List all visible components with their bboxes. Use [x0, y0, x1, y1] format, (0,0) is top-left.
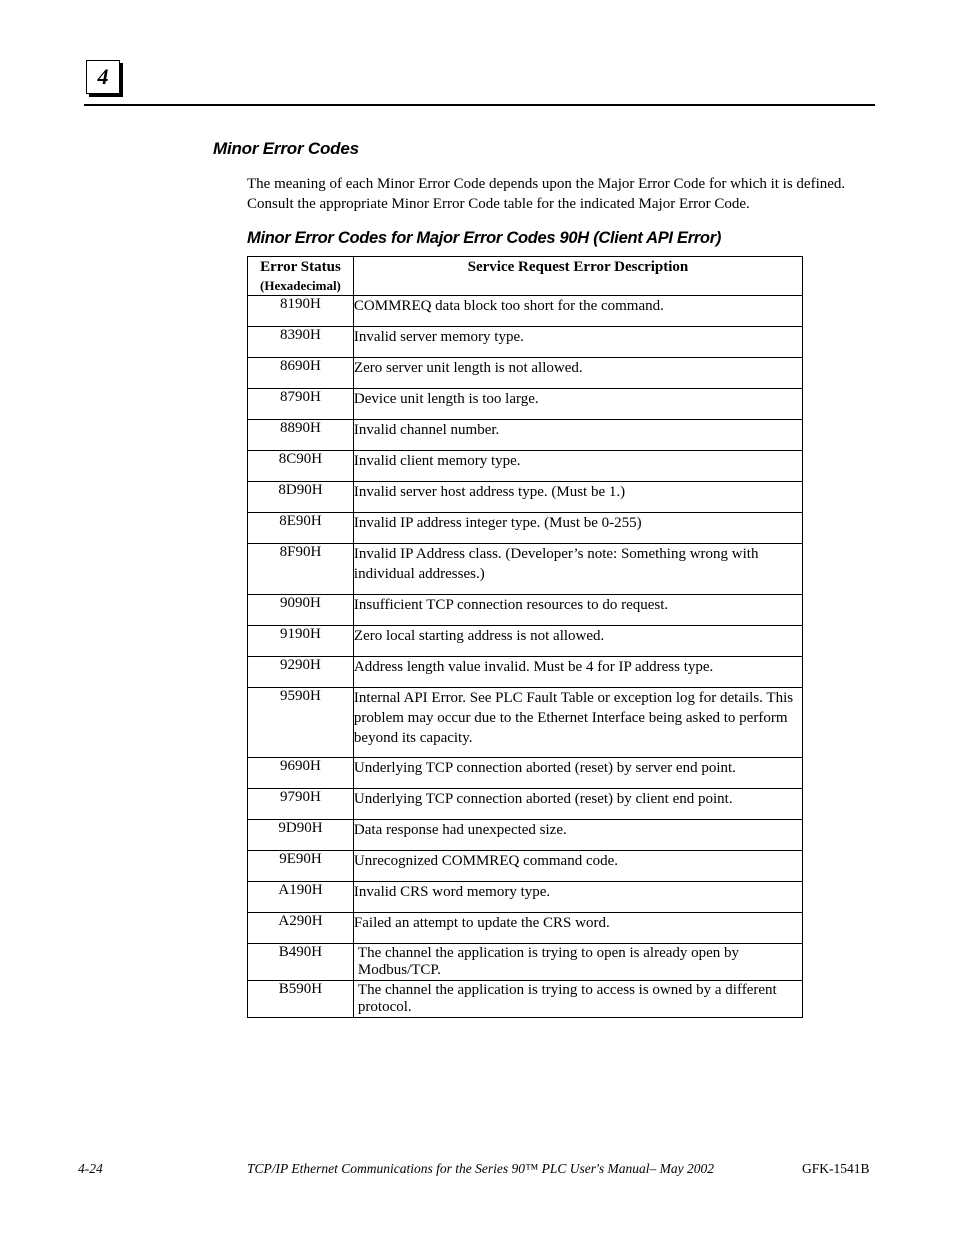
- error-code-cell: 9E90H: [248, 851, 354, 882]
- footer-doc-id: GFK-1541B: [802, 1161, 870, 1176]
- footer-page-number: 4-24: [78, 1161, 103, 1176]
- error-code-cell: 8390H: [248, 327, 354, 358]
- error-code-cell: 9590H: [248, 688, 354, 758]
- table-row: [248, 789, 803, 820]
- table-row: [248, 882, 803, 913]
- error-code-cell: 8F90H: [248, 544, 354, 595]
- table-row: [248, 327, 803, 358]
- table-row: [248, 513, 803, 544]
- footer-manual-title: TCP/IP Ethernet Communications for the Series 90™ PLC User's Manual– May 2002: [247, 1161, 714, 1176]
- error-description-cell: Address length value invalid. Must be 4 for IP address type.: [353, 657, 802, 688]
- col-header-hexadecimal-label: (Hexadecimal): [260, 278, 341, 293]
- table-row: [248, 420, 803, 451]
- error-description-cell: Device unit length is too large.: [353, 389, 802, 420]
- error-description-cell: Underlying TCP connection aborted (reset) by server end point.: [353, 758, 802, 789]
- header-rule: [84, 104, 875, 106]
- error-description-cell: Invalid server host address type. (Must be 1.): [353, 482, 802, 513]
- error-code-cell: A190H: [248, 882, 354, 913]
- error-code-cell: 9D90H: [248, 820, 354, 851]
- chapter-number: 4: [97, 64, 109, 89]
- table-row: [248, 981, 803, 1018]
- error-description-cell: Invalid CRS word memory type.: [353, 882, 802, 913]
- error-description-cell: The channel the application is trying to access is owned by a different protocol.: [353, 981, 802, 1018]
- table-row: [248, 389, 803, 420]
- error-description-cell: Underlying TCP connection aborted (reset) by client end point.: [353, 789, 802, 820]
- error-description-cell: Zero local starting address is not allowed.: [353, 626, 802, 657]
- minor-error-codes-table: [247, 256, 803, 1018]
- table-row: [248, 544, 803, 595]
- error-code-cell: B590H: [248, 981, 354, 1018]
- error-description-cell: Data response had unexpected size.: [353, 820, 802, 851]
- error-code-cell: B490H: [248, 944, 354, 981]
- error-code-cell: 9090H: [248, 595, 354, 626]
- table-row: [248, 626, 803, 657]
- error-code-cell: 8690H: [248, 358, 354, 389]
- table-header-row: [248, 257, 803, 296]
- error-code-cell: 8C90H: [248, 451, 354, 482]
- error-code-cell: A290H: [248, 913, 354, 944]
- table-caption: Minor Error Codes for Major Error Codes 90H (Client API Error): [247, 229, 722, 247]
- section-heading: Minor Error Codes: [213, 139, 359, 158]
- error-description-cell: Invalid server memory type.: [353, 327, 802, 358]
- error-description-cell: Unrecognized COMMREQ command code.: [353, 851, 802, 882]
- col-header-error-status-label: Error Status: [260, 259, 341, 275]
- error-code-cell: 8890H: [248, 420, 354, 451]
- table-row: [248, 913, 803, 944]
- col-header-description: Service Request Error Description: [353, 257, 802, 296]
- error-code-cell: 9290H: [248, 657, 354, 688]
- error-description-cell: Internal API Error. See PLC Fault Table or exception log for details. This problem may occur due to the Ethernet Interface being asked to perform beyond its capacity.: [353, 688, 802, 758]
- error-code-cell: 9190H: [248, 626, 354, 657]
- error-description-cell: Insufficient TCP connection resources to do request.: [353, 595, 802, 626]
- error-code-cell: 8790H: [248, 389, 354, 420]
- table-row: [248, 657, 803, 688]
- table-row: [248, 296, 803, 327]
- error-description-cell: COMMREQ data block too short for the command.: [353, 296, 802, 327]
- table-row: [248, 358, 803, 389]
- error-code-cell: 9690H: [248, 758, 354, 789]
- table-row: [248, 851, 803, 882]
- error-description-cell: The channel the application is trying to open is already open by Modbus/TCP.: [353, 944, 802, 981]
- table-row: [248, 595, 803, 626]
- error-description-cell: Failed an attempt to update the CRS word.: [353, 913, 802, 944]
- table-row: [248, 451, 803, 482]
- table-row: [248, 820, 803, 851]
- chapter-number-box: [86, 60, 120, 94]
- error-description-cell: Invalid IP address integer type. (Must be 0-255): [353, 513, 802, 544]
- error-description-cell: Invalid client memory type.: [353, 451, 802, 482]
- error-code-cell: 9790H: [248, 789, 354, 820]
- intro-paragraph: The meaning of each Minor Error Code depends upon the Major Error Code for which it is defined. Consult the appropriate Minor Error Code table for the indicated Major Error Code.: [247, 176, 846, 212]
- error-description-cell: Zero server unit length is not allowed.: [353, 358, 802, 389]
- table-row: [248, 482, 803, 513]
- error-description-cell: Invalid channel number.: [353, 420, 802, 451]
- error-code-cell: 8E90H: [248, 513, 354, 544]
- error-description-cell: Invalid IP Address class. (Developer’s note: Something wrong with individual addresses.): [353, 544, 802, 595]
- table-row: [248, 688, 803, 758]
- error-code-cell: 8D90H: [248, 482, 354, 513]
- table-row: [248, 944, 803, 981]
- col-header-error-status: [248, 257, 354, 296]
- table-row: [248, 758, 803, 789]
- error-code-cell: 8190H: [248, 296, 354, 327]
